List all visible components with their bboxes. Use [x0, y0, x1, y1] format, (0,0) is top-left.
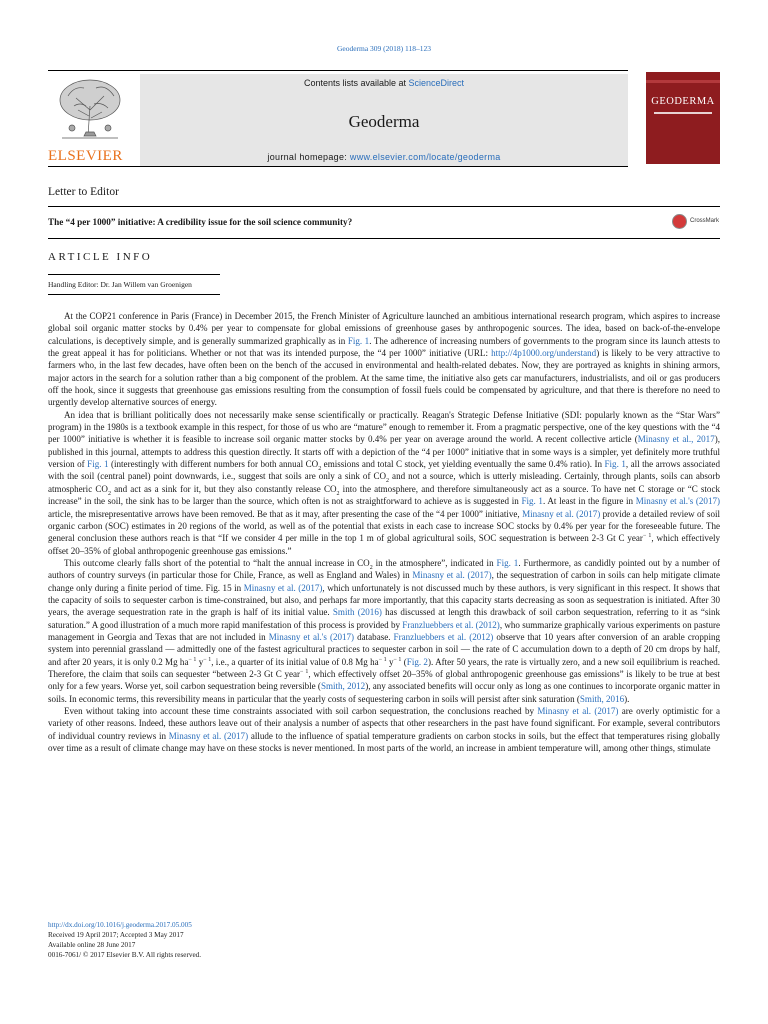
journal-header	[48, 72, 720, 164]
article-info-heading: ARTICLE INFO	[48, 251, 153, 263]
reference-link[interactable]: Franzluebbers et al. (2012)	[393, 631, 494, 642]
article-body	[48, 310, 720, 754]
figure-link[interactable]: Fig. 1	[347, 335, 370, 346]
contents-prefix: Contents lists available at	[303, 78, 409, 88]
header-top-rule	[48, 70, 628, 71]
superscript: − 1	[378, 656, 387, 663]
reference-link[interactable]: Minasny et al. (2017)	[168, 730, 249, 741]
divider	[48, 238, 720, 239]
superscript: − 1	[642, 533, 652, 540]
reference-link[interactable]: Smith, 2016	[579, 693, 625, 704]
subscript: 2	[386, 478, 390, 485]
cover-band	[646, 80, 720, 83]
cover-subtitle-line	[654, 112, 712, 114]
online-date: Available online 28 June 2017	[48, 941, 136, 949]
text: (	[401, 656, 407, 667]
text: ). After 50 years, the rate is virtually zero, and a new soil equilibrium is reached. Therefore, the claim that soils can sequester “between 2-3 Gt C year	[48, 656, 720, 679]
crossmark-label: CrossMark	[690, 218, 720, 224]
reference-link[interactable]: Minasny et al.'s (2017)	[268, 631, 355, 642]
article-title: The “4 per 1000” initiative: A credibility issue for the soil science community?	[48, 217, 353, 227]
text: observe that 10 years after conversion of an arable cropping system into perennial grassland — admittedly one of the fastest agricultural practices to sequester carbon in soil — the rate of C accumulation down to a depth of 20 cm drops by half, and after 20 years, it is only 0.2 Mg ha	[48, 631, 721, 667]
figure-link[interactable]: Fig. 1	[496, 557, 519, 568]
text: provide a detailed review of soil organic carbon (SOC) estimates in 20 regions of the world, as well as of the potential that exists in each case to increase SOC stocks by 0.4% per year for the foreseeable future. The general conclusion these authors reach is that “If we consider 4 per mille in the top 1 m of global agricultural soils, SOC sequestration is between 2-3 Gt C year	[48, 508, 721, 544]
reference-link[interactable]: Minasny et al. (2017)	[537, 706, 619, 716]
reference-link[interactable]: Minasny et al. (2017)	[243, 582, 323, 593]
handling-editor: Handling Editor: Dr. Jan Willem van Groenigen	[48, 280, 192, 289]
text: ).	[624, 693, 630, 704]
text: allude to the influence of spatial temperature gradients on carbon stocks in soils, but the effect that temperatures rising globally over time as a result of climate change may have on these stocks is never mentioned. In most parts of the world, an increase in ambient temperature will, among other things, stimulate	[48, 730, 721, 754]
reference-link[interactable]: Minasny et al., 2017	[637, 434, 715, 445]
reference-link[interactable]: Smith, 2012	[320, 681, 366, 692]
text: , all the arrows associated with the soil (central panel) point downwards, i.e., suggest that soils are only a sink of CO	[48, 459, 720, 482]
text: . At least in the figure in	[542, 496, 636, 507]
figure-link[interactable]: Fig. 1	[87, 459, 109, 470]
subscript: 2	[107, 490, 111, 497]
reference-link[interactable]: Minasny et al.'s (2017)	[635, 496, 720, 507]
document-type: Letter to Editor	[48, 186, 119, 198]
homepage-line	[140, 152, 628, 162]
journal-info-box	[140, 74, 628, 166]
text: emissions and total C stock, yet yielding eventually the same 0.4% ratio). In	[321, 459, 605, 470]
reference-link[interactable]: Minasny et al. (2017)	[522, 508, 601, 519]
homepage-prefix: journal homepage:	[267, 152, 350, 162]
text: into the atmosphere, and therefore simultaneously act as a source. To have net C storage or “C stock increase” in the soil, the sink has to be larger than the source, which often is not as straightforward to achieve as is suggested in	[48, 483, 720, 507]
text: y	[196, 656, 204, 667]
paragraph-3	[48, 557, 720, 705]
contents-line	[140, 78, 628, 88]
figure-link[interactable]: Fig. 1	[604, 459, 626, 470]
text: database.	[354, 631, 394, 642]
subscript: 2	[369, 564, 373, 571]
journal-name: Geoderma	[348, 112, 420, 131]
text: y	[386, 656, 394, 667]
reference-link[interactable]: Minasny et al. (2017)	[412, 570, 492, 581]
text: article, the misrepresentative arrows have been removed. Be that as it may, after presenting the case of the “4 per 1000” initiative,	[48, 508, 523, 519]
subscript: 2	[318, 465, 322, 472]
article-footer	[48, 920, 201, 960]
text: At the COP21 conference in Paris (France) in December 2015, the French Minister of Agriculture launched an ambitious international research program, which aspires to increase global soil organic matter stocks by 0.4% per year to compensate for global emissions of greenhouse gases by anthropogenic sources. The idea, based on back-of-the-envelope calculations, is deceptively simple, and is generally summarized graphically as in	[48, 311, 720, 346]
text: , i.e., a quarter of its initial value of 0.8 Mg ha	[211, 656, 379, 667]
journal-citation[interactable]: Geoderma 309 (2018) 118–123	[336, 44, 432, 53]
crossmark-icon	[672, 214, 687, 229]
cover-title: GEODERMA	[651, 96, 715, 107]
text: and act as a sink for it, but they also constantly release CO	[110, 483, 337, 494]
doi-link[interactable]: http://dx.doi.org/10.1016/j.geoderma.2017.05.005	[48, 921, 192, 929]
text: . The adherence of increasing numbers of governments to the program since its launch attests to the great appeal it has for politicians. Whether or not that was its intended purpose, the “4 per 1000” initiative (URL:	[48, 335, 720, 359]
header-bottom-rule	[48, 166, 628, 167]
text: (interestingly with different numbers for both annual CO	[108, 459, 319, 470]
text: are overly optimistic for a variety of other reasons. Indeed, these authors leave out of their analysis a number of aspects that other researchers in the past have found significant. For example, several contributors of individual country reviews in	[48, 706, 720, 741]
text: , who summarize graphically various experiments on pasture management in Georgia and Texas that are not included in	[48, 619, 720, 642]
paragraph-1	[48, 310, 720, 409]
superscript: − 1	[203, 656, 212, 663]
text: in the atmosphere”, indicated in	[372, 557, 497, 568]
divider	[48, 274, 220, 275]
divider	[48, 294, 220, 295]
sciencedirect-link[interactable]: ScienceDirect	[408, 78, 465, 88]
superscript: − 1	[188, 656, 197, 663]
text: ), published in this journal, attempts to address this question directly. It starts off with a depiction of the “4 per 1000” initiative that in some ways is a simpler, yet definitely more truthful version of	[48, 434, 721, 470]
received-dates: Received 19 April 2017; Accepted 3 May 2017	[48, 931, 184, 939]
text: and not a source, which is utterly misleading. Certainly, through plants, soils can absorb atmospheric CO	[48, 471, 720, 494]
subscript: 2	[336, 490, 340, 497]
reference-link[interactable]: Smith (2016)	[332, 607, 382, 618]
figure-link[interactable]: Fig. 2	[406, 656, 428, 667]
copyright: 0016-7061/ © 2017 Elsevier B.V. All rights reserved.	[48, 951, 202, 959]
text: , which effectively offset 20–35% of global anthropogenic greenhouse gas emissions.”	[48, 533, 721, 556]
text: ), any associated benefits will occur only as long as one continues to incorporate organic matter in soils. In economic terms, this reversibility means in particular that the yearly costs of sequestering carbon in soils will persist after sink saturation (	[48, 681, 721, 704]
superscript: − 1	[393, 656, 402, 663]
text: This outcome clearly falls short of the potential to “halt the annual increase in CO	[64, 557, 370, 568]
tree-icon	[54, 76, 126, 144]
text: has discussed at length this drawback of soil carbon sequestration, referring to it as “sink saturation.” A good illustration of a much more rapid manifestation of this process is provided by	[48, 607, 721, 630]
text: , the sequestration of carbon in soils can help mitigate climate change only during a finite period of time. Fig. 15 in	[48, 570, 720, 593]
figure-link[interactable]: Fig. 1	[521, 496, 543, 507]
superscript: − 1	[300, 668, 309, 675]
elsevier-logo[interactable]	[48, 76, 134, 166]
divider	[48, 206, 720, 207]
text: , which unfortunately is not discussed much by these authors, is very significant in this respect. It shows that the capacity of soils to sequester carbon is time-constrained, but also, and perhaps far more importantly, that this capacity starts decreasing as soon as sequestration is initiated. After 30 years, the average sequestration rate in the graph is half of its initial value.	[48, 582, 721, 618]
text: Even without taking into account these time constraints associated with soil carbon sequestration, the conclusions reached by	[64, 706, 538, 716]
paragraph-2	[48, 409, 720, 557]
text: ) is likely to be very attractive to farmers who, in the last few decades, have often been on the bench of the accused in environmental and health-related debates. Now, they are portrayed as knights in shining armors, major actors in the search for a solution rather than a big component of the problem. At the same time, the initiative also gets car manufacturers, industrialists, and oil or gas producers off the hook, since it suggests that greenhouse gas emissions resulting from the consumption of fossil fuels could be compensated by agriculture, and that there is therefore no need to urgently develop alternative sources of energy.	[48, 348, 720, 408]
publisher-name: ELSEVIER	[48, 148, 123, 164]
url-link[interactable]: http://4p1000.org/understand	[491, 348, 597, 359]
text: , which effectively offset 20–35% of global anthropogenic greenhouse gas emissions” is likely to be true at best only for a few years. Worse yet, soil carbon sequestration being reversible (	[48, 668, 720, 692]
paragraph-4	[48, 705, 720, 754]
crossmark-button[interactable]	[672, 214, 720, 230]
homepage-link[interactable]: www.elsevier.com/locate/geoderma	[349, 152, 501, 162]
text: . Furthermore, as candidly pointed out by a number of authors of country surveys (in particular those for Chile, France, as well as England and Wales) in	[48, 557, 720, 581]
reference-link[interactable]: Franzluebbers et al. (2012)	[402, 619, 500, 630]
text: An idea that is brilliant politically does not necessarily make sense scientifically or practically. Reagan's Strategic Defense Initiative (SDI: popularly known as the “Star Wars” program) in the 1980s is a textbook example in this respect, for those of us who are “mature” enough to remember it. From a pragmatic perspective, one of the key questions with the “4 per 1000” initiative is whether it is feasible to increase soil organic matter stocks by 0.4% per year on average around the world. A recent collective article (	[48, 409, 720, 445]
journal-cover-image[interactable]	[646, 72, 720, 164]
